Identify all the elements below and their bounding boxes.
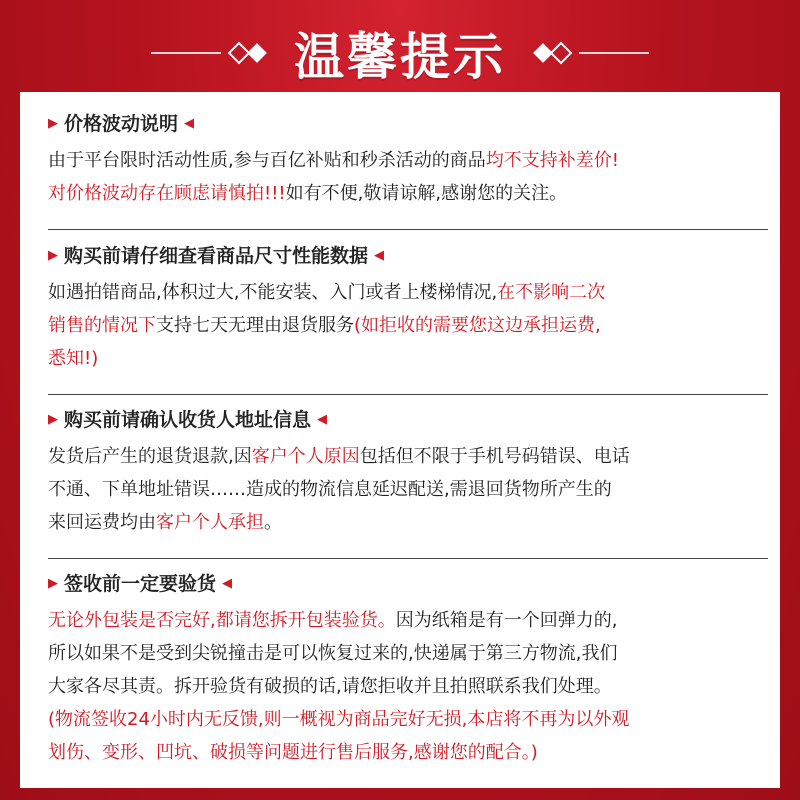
highlight-text: (如拒收的需要您这边承担运费, [354, 315, 601, 336]
header [0, 12, 800, 94]
section-body [48, 276, 768, 375]
left-ornament [151, 45, 264, 61]
triangle-right-icon: ▶ [48, 576, 58, 591]
body-text: 由于平台限时活动性质,参与百亿补贴和秒杀活动的商品 [48, 150, 486, 171]
right-ornament [536, 45, 649, 61]
notice-card [20, 92, 780, 788]
highlight-text: 客户个人承担 [156, 512, 264, 533]
body-text: 所以如果不是受到尖锐撞击是可以恢复过来的,快递属于第三方物流,我们 [48, 643, 618, 664]
divider [48, 558, 768, 559]
section-title [48, 242, 768, 270]
divider [48, 394, 768, 395]
body-text: 。 [264, 512, 282, 533]
text-line [48, 506, 768, 539]
highlight-text: 对价格波动存在顾虑请慎拍!!! [48, 183, 286, 204]
body-text: 包括但不限于手机号码错误、电话 [359, 446, 630, 467]
highlight-text: (物流签收24小时内无反馈,则一概视为商品完好无损,本店将不再为以外观 [48, 709, 630, 730]
body-text: 因为纸箱是有一个回弹力的, [395, 610, 618, 631]
highlight-text: 客户个人原因 [251, 446, 360, 467]
text-line [48, 144, 768, 177]
text-line [48, 440, 768, 473]
text-line [48, 309, 768, 342]
section-title [48, 110, 768, 138]
text-line [48, 342, 768, 375]
body-text: 发货后产生的退货退款,因 [48, 446, 252, 467]
section-body [48, 144, 768, 210]
text-line [48, 177, 768, 210]
section-title-text: 价格波动说明 [64, 113, 179, 135]
section-check-size [48, 242, 768, 375]
triangle-right-icon: ▶ [48, 248, 58, 263]
highlight-text: 均不支持补差价! [485, 150, 619, 171]
highlight-text: 在不影响二次 [497, 282, 606, 303]
body-text: 如有不便,敬请谅解,感谢您的关注。 [285, 183, 568, 204]
triangle-right-icon: ▶ [48, 116, 58, 131]
section-body [48, 440, 768, 539]
text-line [48, 736, 768, 769]
text-line [48, 276, 768, 309]
text-line [48, 637, 768, 670]
body-text: 来回运费均由 [48, 512, 156, 533]
triangle-left-icon: ◀ [222, 576, 233, 591]
diamond-icon [550, 42, 573, 65]
section-confirm-address [48, 406, 768, 539]
body-text: 支持七天无理由退货服务 [156, 315, 354, 336]
highlight-text: 无论外包装是否完好,都请您拆开包装验货。 [48, 610, 396, 631]
section-title-text: 购买前请仔细查看商品尺寸性能数据 [64, 245, 369, 267]
highlight-text: 销售的情况下 [48, 315, 156, 336]
highlight-text: 划伤、变形、凹坑、破损等问题进行售后服务,感谢您的配合。) [48, 742, 538, 763]
text-line [48, 473, 768, 506]
divider [48, 229, 768, 230]
section-title-text: 购买前请确认收货人地址信息 [64, 409, 312, 431]
text-line [48, 703, 768, 736]
body-text: 大家各尽其责。拆开验货有破损的话,请您拒收并且拍照联系我们处理。 [48, 676, 612, 697]
highlight-text: 悉知!) [48, 348, 99, 369]
triangle-left-icon: ◀ [374, 248, 385, 263]
page-title: 温馨提示 [294, 28, 506, 86]
section-title [48, 570, 768, 598]
triangle-left-icon: ◀ [317, 412, 328, 427]
section-price-fluctuation [48, 110, 768, 210]
text-line [48, 670, 768, 703]
section-title-text: 签收前一定要验货 [64, 573, 217, 595]
body-text: 不通、下单地址错误……造成的物流信息延迟配送,需退回货物所产生的 [48, 479, 612, 500]
section-inspect-before-signing [48, 570, 768, 769]
triangle-right-icon: ▶ [48, 412, 58, 427]
triangle-left-icon: ◀ [184, 116, 195, 131]
section-title [48, 406, 768, 434]
body-text: 如遇拍错商品,体积过大,不能安装、入门或者上楼梯情况, [48, 282, 498, 303]
section-body [48, 604, 768, 769]
text-line [48, 604, 768, 637]
